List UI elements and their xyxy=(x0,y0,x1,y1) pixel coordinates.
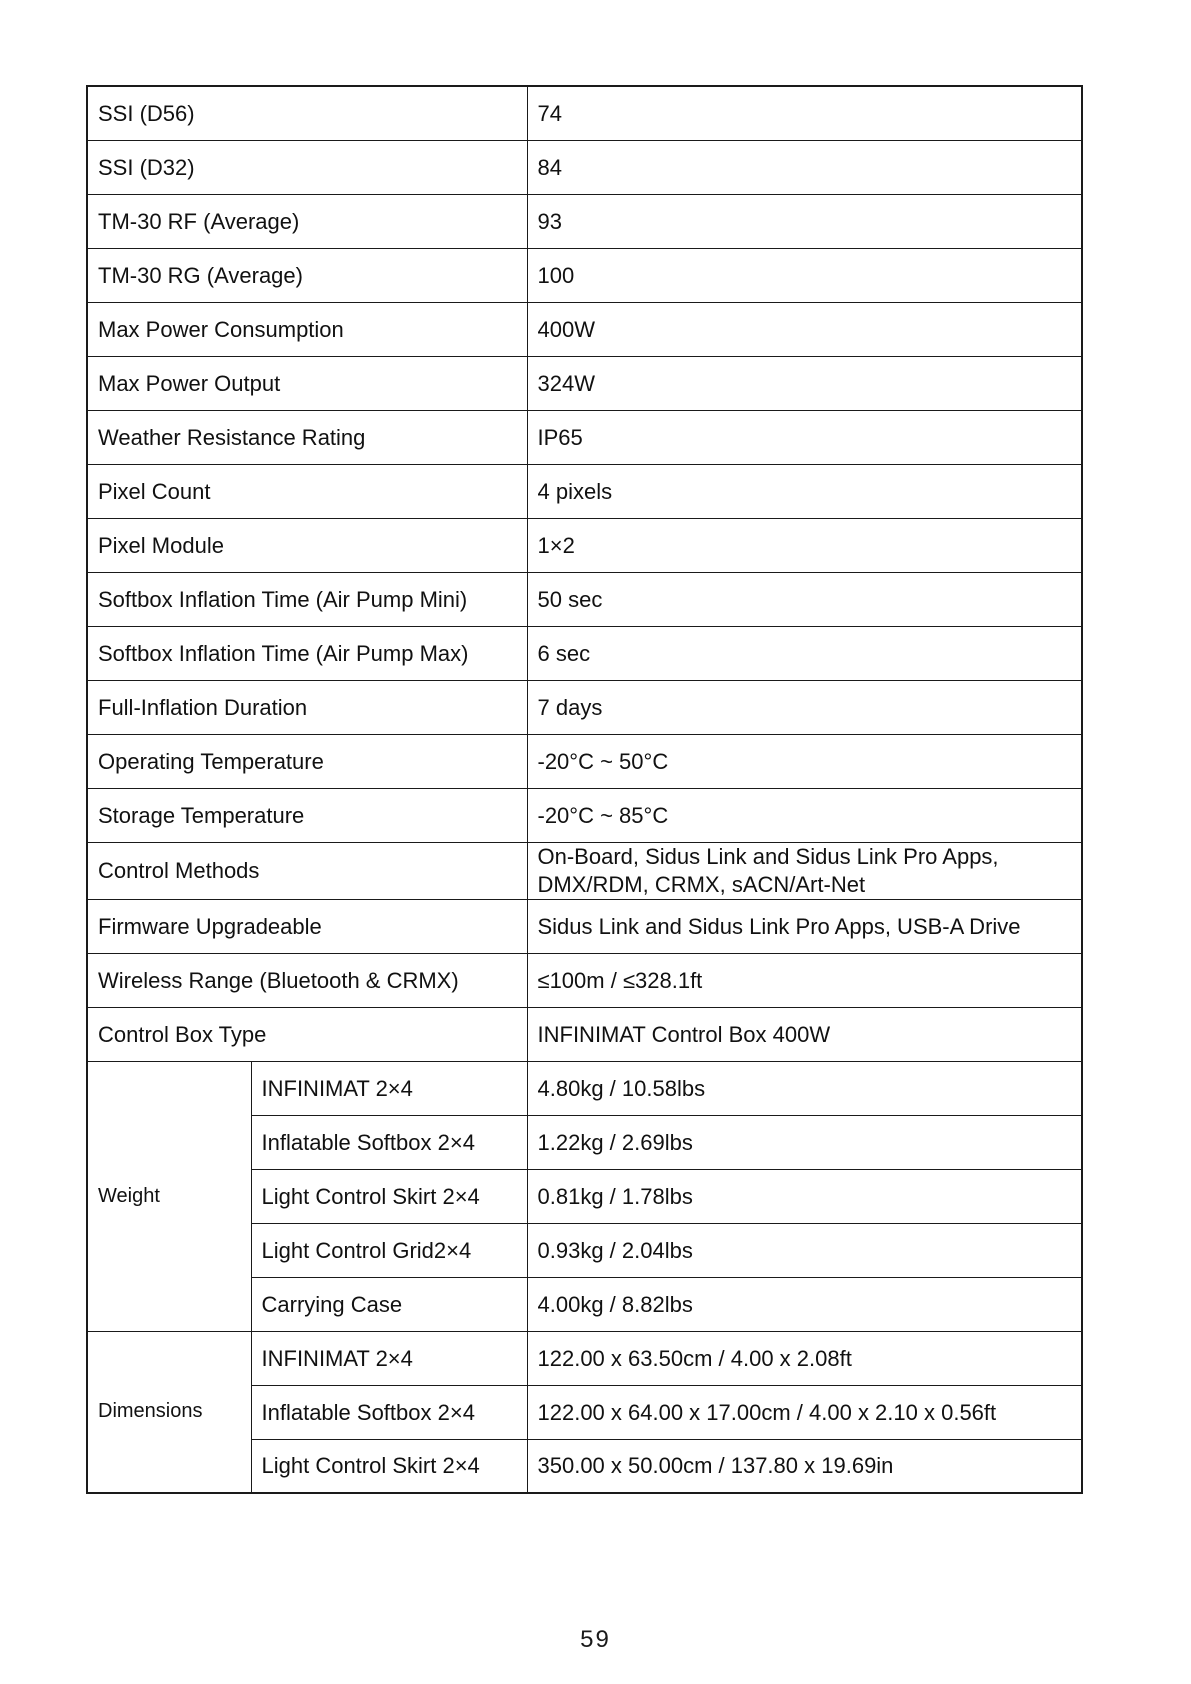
table-row xyxy=(87,410,1082,464)
spec-value: 400W xyxy=(527,302,1082,356)
spec-value: 84 xyxy=(527,140,1082,194)
spec-label: Pixel Module xyxy=(87,518,527,572)
weight-item-label: Light Control Skirt 2×4 xyxy=(251,1169,527,1223)
spec-label: Control Box Type xyxy=(87,1007,527,1061)
weight-item-value: 0.81kg / 1.78lbs xyxy=(527,1169,1082,1223)
spec-value: 6 sec xyxy=(527,626,1082,680)
table-row xyxy=(87,899,1082,953)
table-row xyxy=(87,626,1082,680)
table-row xyxy=(87,842,1082,899)
spec-label: Control Methods xyxy=(87,842,527,899)
table-row xyxy=(87,464,1082,518)
spec-value: -20°C ~ 85°C xyxy=(527,788,1082,842)
page-number: 59 xyxy=(580,1626,611,1653)
dimensions-item-value: 122.00 x 64.00 x 17.00cm / 4.00 x 2.10 x 0.56ft xyxy=(527,1385,1082,1439)
spec-value: -20°C ~ 50°C xyxy=(527,734,1082,788)
spec-label: Softbox Inflation Time (Air Pump Max) xyxy=(87,626,527,680)
table-row xyxy=(87,788,1082,842)
table-row xyxy=(87,1061,1082,1115)
spec-label: Full-Inflation Duration xyxy=(87,680,527,734)
table-row xyxy=(87,248,1082,302)
weight-group-label: Weight xyxy=(87,1061,251,1331)
table-row xyxy=(87,1331,1082,1385)
spec-label: Max Power Consumption xyxy=(87,302,527,356)
spec-label: Weather Resistance Rating xyxy=(87,410,527,464)
table-row xyxy=(87,140,1082,194)
weight-item-value: 4.00kg / 8.82lbs xyxy=(527,1277,1082,1331)
spec-value: 100 xyxy=(527,248,1082,302)
spec-value: On-Board, Sidus Link and Sidus Link Pro Apps, DMX/RDM, CRMX, sACN/Art-Net xyxy=(527,842,1082,899)
spec-value: 50 sec xyxy=(527,572,1082,626)
spec-value: ≤100m / ≤328.1ft xyxy=(527,953,1082,1007)
weight-item-label: Inflatable Softbox 2×4 xyxy=(251,1115,527,1169)
table-row xyxy=(87,356,1082,410)
spec-value: 1×2 xyxy=(527,518,1082,572)
spec-label: Storage Temperature xyxy=(87,788,527,842)
table-row xyxy=(87,572,1082,626)
table-row xyxy=(87,518,1082,572)
weight-item-value: 4.80kg / 10.58lbs xyxy=(527,1061,1082,1115)
dimensions-group-label: Dimensions xyxy=(87,1331,251,1493)
spec-value: INFINIMAT Control Box 400W xyxy=(527,1007,1082,1061)
table-row xyxy=(87,194,1082,248)
spec-value: 4 pixels xyxy=(527,464,1082,518)
dimensions-item-value: 122.00 x 63.50cm / 4.00 x 2.08ft xyxy=(527,1331,1082,1385)
spec-label: Softbox Inflation Time (Air Pump Mini) xyxy=(87,572,527,626)
dimensions-item-label: INFINIMAT 2×4 xyxy=(251,1331,527,1385)
spec-label: SSI (D32) xyxy=(87,140,527,194)
table-row xyxy=(87,734,1082,788)
table-row xyxy=(87,1007,1082,1061)
spec-label: SSI (D56) xyxy=(87,86,527,140)
spec-value: 7 days xyxy=(527,680,1082,734)
spec-label: Max Power Output xyxy=(87,356,527,410)
spec-label: Pixel Count xyxy=(87,464,527,518)
dimensions-item-label: Light Control Skirt 2×4 xyxy=(251,1439,527,1493)
weight-item-value: 1.22kg / 2.69lbs xyxy=(527,1115,1082,1169)
table-row xyxy=(87,86,1082,140)
spec-value: 93 xyxy=(527,194,1082,248)
weight-item-label: INFINIMAT 2×4 xyxy=(251,1061,527,1115)
weight-item-label: Light Control Grid2×4 xyxy=(251,1223,527,1277)
spec-value: IP65 xyxy=(527,410,1082,464)
spec-label: TM-30 RF (Average) xyxy=(87,194,527,248)
weight-item-label: Carrying Case xyxy=(251,1277,527,1331)
spec-value: Sidus Link and Sidus Link Pro Apps, USB-A Drive xyxy=(527,899,1082,953)
spec-label: Wireless Range (Bluetooth & CRMX) xyxy=(87,953,527,1007)
table-row xyxy=(87,680,1082,734)
spec-value: 74 xyxy=(527,86,1082,140)
dimensions-item-value: 350.00 x 50.00cm / 137.80 x 19.69in xyxy=(527,1439,1082,1493)
spec-label: Firmware Upgradeable xyxy=(87,899,527,953)
spec-label: TM-30 RG (Average) xyxy=(87,248,527,302)
spec-table xyxy=(86,85,1083,1494)
dimensions-item-label: Inflatable Softbox 2×4 xyxy=(251,1385,527,1439)
table-row xyxy=(87,953,1082,1007)
spec-label: Operating Temperature xyxy=(87,734,527,788)
spec-value: 324W xyxy=(527,356,1082,410)
table-row xyxy=(87,302,1082,356)
weight-item-value: 0.93kg / 2.04lbs xyxy=(527,1223,1082,1277)
